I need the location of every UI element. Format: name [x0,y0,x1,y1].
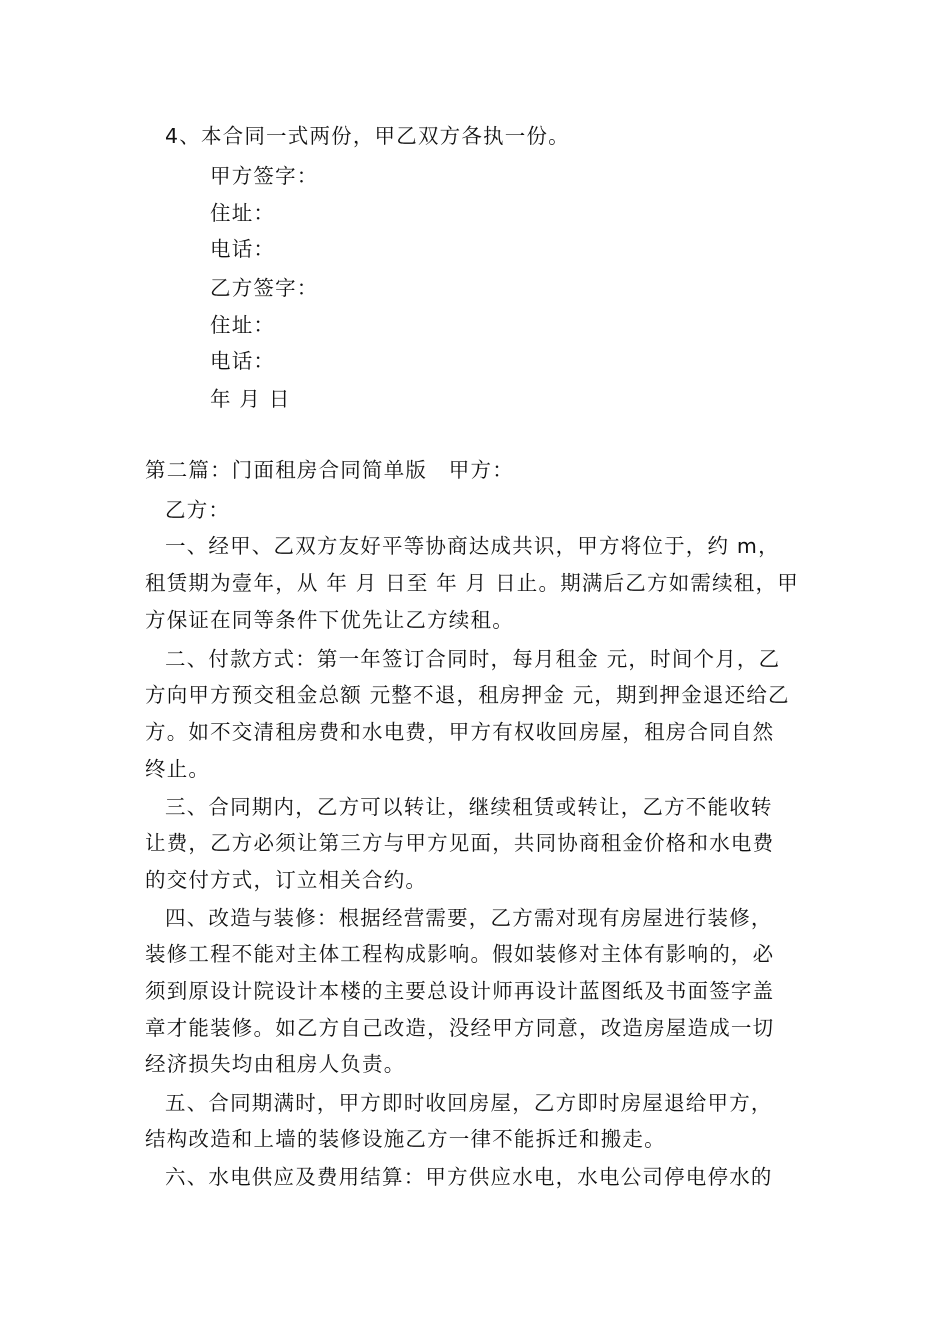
party-a-phone-label: 电话： [210,237,276,261]
paragraph-line: 一、经甲、乙双方友好平等协商达成共识，甲方将位于，约 m， [165,534,780,558]
paragraph-line: 章才能装修。如乙方自己改造，没经甲方同意，改造房屋造成一切 [145,1016,775,1040]
paragraph-line: 方。如不交清租房费和水电费，甲方有权收回房屋，租房合同自然 [145,720,775,744]
paragraph-line: 四、改造与装修：根据经营需要，乙方需对现有房屋进行装修， [165,906,773,930]
clause-4: 4、本合同一式两份，甲乙双方各执一份。 [165,124,570,148]
party-b-signature-label: 乙方签字： [210,276,319,300]
party-a-signature-label: 甲方签字： [210,164,319,188]
paragraph-line: 结构改造和上墙的装修设施乙方一律不能拆迁和搬走。 [145,1127,666,1151]
party-b-address-label: 住址： [210,313,276,337]
paragraph-line: 二、付款方式：第一年签订合同时，每月租金 元，时间个月，乙 [165,647,781,671]
paragraph-line: 终止。 [145,757,211,781]
party-b-phone-label: 电话： [210,349,276,373]
paragraph-line: 的交付方式，订立相关合约。 [145,868,428,892]
paragraph-line: 须到原设计院设计本楼的主要总设计师再设计蓝图纸及书面签字盖 [145,979,775,1003]
date-line: 年 月 日 [210,387,291,411]
second-contract-heading: 第二篇：门面租房合同简单版 甲方： [145,458,514,482]
paragraph-line: 方保证在同等条件下优先让乙方续租。 [145,608,514,632]
paragraph-line: 五、合同期满时，甲方即时收回房屋，乙方即时房屋退给甲方， [165,1091,773,1115]
party-a-address-label: 住址： [210,201,276,225]
paragraph-line: 三、合同期内，乙方可以转让，继续租赁或转让，乙方不能收转 [165,795,773,819]
paragraph-line: 租赁期为壹年，从 年 月 日至 年 月 日止。期满后乙方如需续租，甲 [145,571,799,595]
paragraph-line: 方向甲方预交租金总额 元整不退，租房押金 元，期到押金退还给乙 [145,683,790,707]
paragraph-line: 六、水电供应及费用结算：甲方供应水电，水电公司停电停水的 [165,1165,773,1189]
paragraph-line: 让费，乙方必须让第三方与甲方见面，共同协商租金价格和水电费 [145,831,775,855]
paragraph-line: 装修工程不能对主体工程构成影响。假如装修对主体有影响的，必 [145,942,775,966]
party-b-label: 乙方： [165,498,231,522]
paragraph-line: 经济损失均由租房人负责。 [145,1052,406,1076]
